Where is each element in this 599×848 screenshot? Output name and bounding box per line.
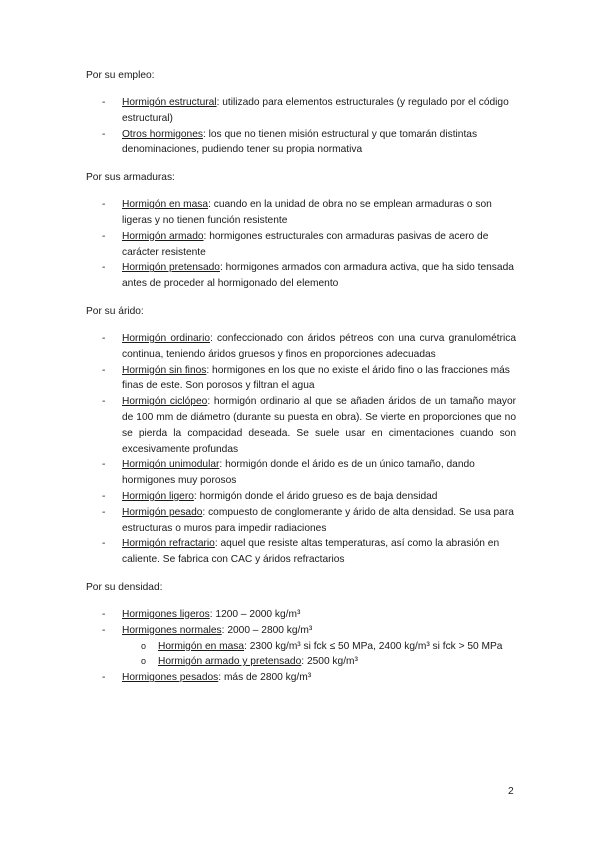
term: Hormigón ciclópeo (122, 396, 208, 408)
term: Hormigón ligero (122, 490, 194, 502)
sublist-item (122, 639, 516, 655)
definition: : más de 2800 kg/m³ (218, 672, 312, 684)
definition: : cuando en la unidad de obra no se emplean armaduras o son ligeras y no tienen función resistente (122, 199, 492, 226)
definition: : hormigones en los que no existe el árido fino o las fracciones más finas de este. Son porosos y filtran el agua (122, 364, 510, 392)
term: Hormigones pesados (122, 672, 219, 684)
definition: : 2000 – 2800 kg/m³ (221, 624, 313, 636)
list-item (86, 457, 516, 489)
list-densidad (86, 607, 516, 686)
section-heading-arido: Por su árido: (86, 305, 144, 317)
definition: : 2500 kg/m³ (301, 656, 358, 668)
definition: : hormigones armados con armadura activa, que ha sido tensada antes de proceder al hormigonado del elemento (122, 262, 514, 290)
dash-marker: - (102, 199, 106, 211)
definition: : compuesto de conglomerante y árido de alta densidad. Se usa para estructuras o muros para impedir radiaciones (122, 506, 514, 534)
sublist-densidad-normales (122, 639, 516, 671)
definition: : utilizado para elementos estructurales (y regulado por el código estructural) (122, 97, 509, 124)
dash-marker: - (102, 608, 106, 620)
term: Hormigón pretensado (122, 262, 220, 274)
sublist-item (122, 654, 516, 670)
term: Hormigón ordinario (122, 332, 211, 344)
term: Hormigón estructural (122, 97, 217, 108)
term: Hormigones ligeros (122, 608, 210, 620)
dash-marker: - (102, 624, 106, 636)
definition: : hormigón donde el árido grueso es de baja densidad (193, 490, 438, 502)
list-item (86, 229, 516, 261)
list-armaduras (86, 197, 516, 292)
list-item (86, 489, 516, 505)
term: Hormigón sin finos (122, 364, 207, 376)
dash-marker: - (102, 538, 106, 550)
definition: : 2300 kg/m³ si fck ≤ 50 MPa, 2400 kg/m³ si fck > 50 MPa (244, 640, 503, 652)
list-arido (86, 331, 516, 568)
circle-bullet-icon: o (141, 640, 147, 651)
list-item (86, 197, 516, 229)
list-item (86, 260, 516, 292)
list-item (86, 505, 516, 537)
dash-marker: - (102, 396, 106, 408)
dash-marker: - (102, 128, 106, 140)
definition: : hormigones estructurales con armaduras pasivas de acero de carácter resistente (122, 230, 489, 258)
list-item (86, 363, 516, 395)
list-item (86, 536, 516, 568)
dash-marker: - (102, 332, 106, 344)
term: Hormigón refractario (122, 538, 215, 550)
page-number: 2 (508, 786, 514, 797)
definition: : 1200 – 2000 kg/m³ (209, 608, 301, 620)
definition: : confeccionado con áridos pétreos con una curva granulométrica continua, teniendo áridos gruesos y finos en proporciones adecuadas (122, 332, 517, 360)
dash-marker: - (102, 490, 106, 502)
term: Otros hormigones (122, 128, 203, 140)
term: Hormigón armado (122, 230, 204, 242)
definition: : los que no tienen misión estructural y que tomarán distintas denominaciones, pudiendo tener su propia normativa (122, 128, 478, 156)
list-item (86, 95, 516, 127)
list-empleo (86, 95, 516, 158)
term: Hormigón armado y pretensado (158, 656, 302, 668)
document-page (86, 68, 516, 698)
dash-marker: - (102, 364, 106, 376)
term: Hormigón pesado (122, 506, 203, 518)
section-heading-empleo: Por su empleo: (86, 70, 155, 81)
term: Hormigón unimodular (122, 459, 220, 471)
list-item (86, 670, 516, 686)
list-item (86, 331, 516, 363)
section-heading-armaduras: Por sus armaduras: (86, 172, 175, 184)
list-item (86, 127, 516, 159)
dash-marker: - (102, 262, 106, 274)
dash-marker: - (102, 97, 106, 108)
dash-marker: - (102, 506, 106, 518)
definition: : hormigón ordinario al que se añaden áridos de un tamaño mayor de 100 mm de diámetro (durante su puesta en obra). Se vierte en proporciones que no se pierda la compacidad deseada. Se suele usar en cimentaciones cuando son excesivamente profundas (122, 396, 517, 455)
term: Hormigones normales (122, 624, 222, 636)
definition: : hormigón donde el árido es de un único tamaño, dando hormigones muy porosos (122, 459, 475, 487)
circle-bullet-icon: o (141, 656, 147, 667)
dash-marker: - (102, 459, 106, 471)
section-heading-densidad: Por su densidad: (86, 581, 163, 593)
list-item (86, 607, 516, 623)
definition: : aquel que resiste altas temperaturas, así como la abrasión en caliente. Se fabrica con CAC y áridos refractarios (122, 538, 500, 566)
term: Hormigón en masa (122, 199, 209, 211)
list-item (86, 394, 516, 457)
dash-marker: - (102, 672, 106, 684)
list-item (86, 623, 516, 670)
dash-marker: - (102, 230, 106, 242)
term: Hormigón en masa (158, 640, 245, 652)
